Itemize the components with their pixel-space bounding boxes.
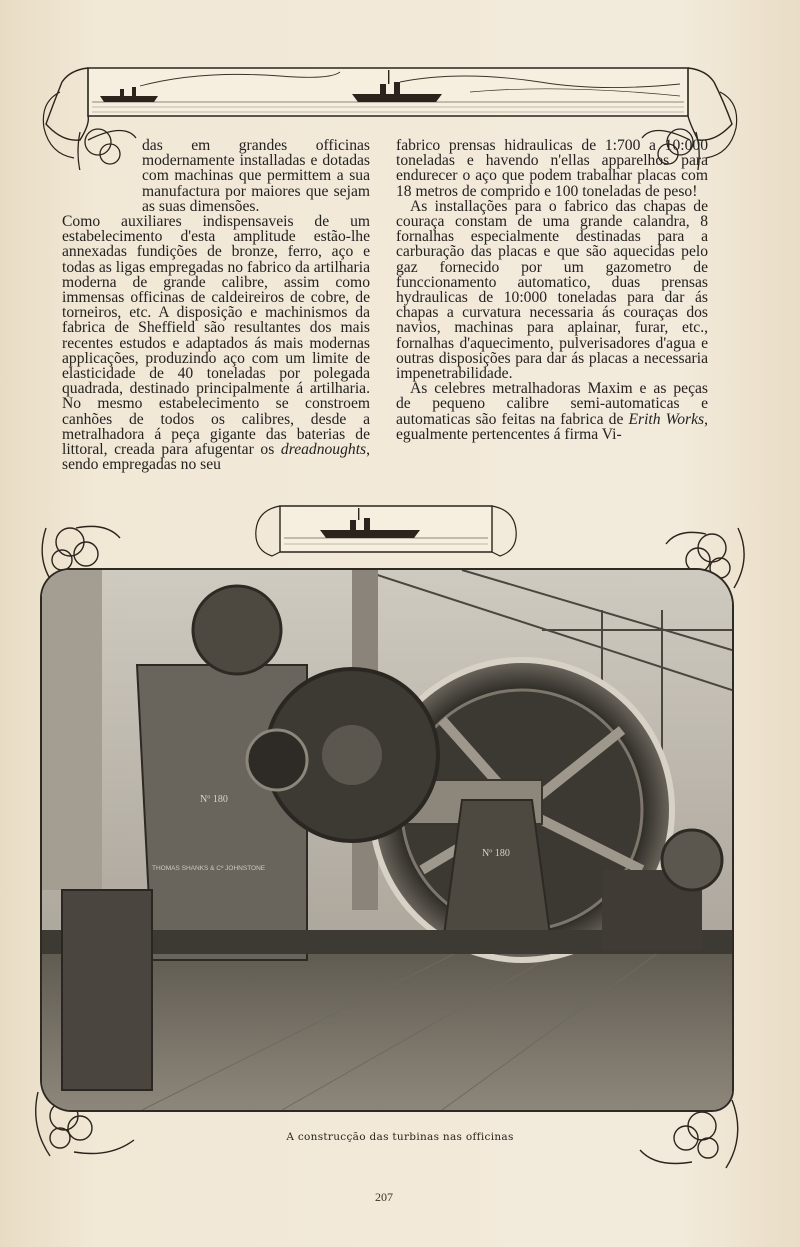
turbine-workshop-photo	[42, 570, 732, 1110]
left-indented-text: das em grandes officinas modernamente installadas e dotadas com machinas que permittem a sua manufactura por maiores que sejam as suas dimensões.	[142, 137, 370, 215]
turbine-machinery-illustration	[42, 570, 732, 1110]
italic-company-name: Erith Works	[628, 410, 705, 428]
right-paragraph-3-text: As celebres metralhadoras Maxim e as peças de pequeno calibre semi-automaticas e automaticas são feitas na fabrica de	[396, 380, 708, 428]
photo-caption: A construcção das turbinas nas officinas	[286, 1131, 514, 1143]
right-paragraph-3-end: , egualmente pertencentes á firma Vi-	[396, 410, 708, 443]
right-paragraph-1: fabrico prensas hidraulicas de 1:700 a 10:000 toneladas e havendo n'ellas apparelhos para endurecer o aço que podem trabalhar placas com 18 metros de comprido e 100 toneladas de peso!	[396, 137, 708, 200]
plate-label-right: Nº 180	[482, 848, 510, 859]
photo-frame	[36, 560, 742, 1126]
plate-label-left: Nº 180	[200, 794, 228, 805]
left-text-column	[62, 138, 370, 472]
maker-plate-text: THOMAS SHANKS & Cº JOHNSTONE	[152, 865, 266, 872]
left-paragraph-end: , sendo empregadas no seu	[62, 441, 370, 474]
middle-ship-ornament	[250, 500, 522, 562]
right-paragraph-3	[396, 381, 708, 442]
small-ship-illustration	[250, 500, 522, 562]
right-text-column	[396, 138, 708, 442]
right-paragraph-2: As installações para o fabrico das chapas de couraça constam de uma grande calandra, 8 fornalhas especialmente destinadas para a carburação das placas e que são aquecidas pelo gaz fornecido por um gazometro de funccionamento automatico, duas prensas hydraulicas de 10:000 toneladas para dar ás chapas a curvatura necessaria ás couraças dos navios, machinas para aplainar, furar, etc., fornalhas d'aquecimento, pulverisadores d'agua e outras disposições para dar ás placas a necessaria impenetrabilidade.	[396, 197, 708, 383]
page-number: 207	[375, 1190, 393, 1204]
left-paragraph-text: Como auxiliares indispensaveis de um estabelecimento d'esta amplitude estão-lhe annexadas fundições de bronze, ferro, aço e todas as ligas empregadas no fabrico da artilharia moderna de grande calibre, assim como immensas officinas de caldeireiros de cobre, de torneiros, etc. A disposição e machinismos da fabrica de Sheffield são resultantes dos mais recentes estudos e adaptados ás mais modernas applicações, produzindo aço com um limite de elasticidade de 40 toneladas por polegada quadrada, destinado principalmente á artilharia. No mesmo estabelecimento se constroem canhões de todos os calibres, desde a metralhadora á peça gigante das baterias de littoral, creada para afugentar os	[62, 213, 370, 459]
left-paragraph-body	[62, 214, 370, 472]
italic-word: dreadnoughts	[280, 441, 367, 459]
